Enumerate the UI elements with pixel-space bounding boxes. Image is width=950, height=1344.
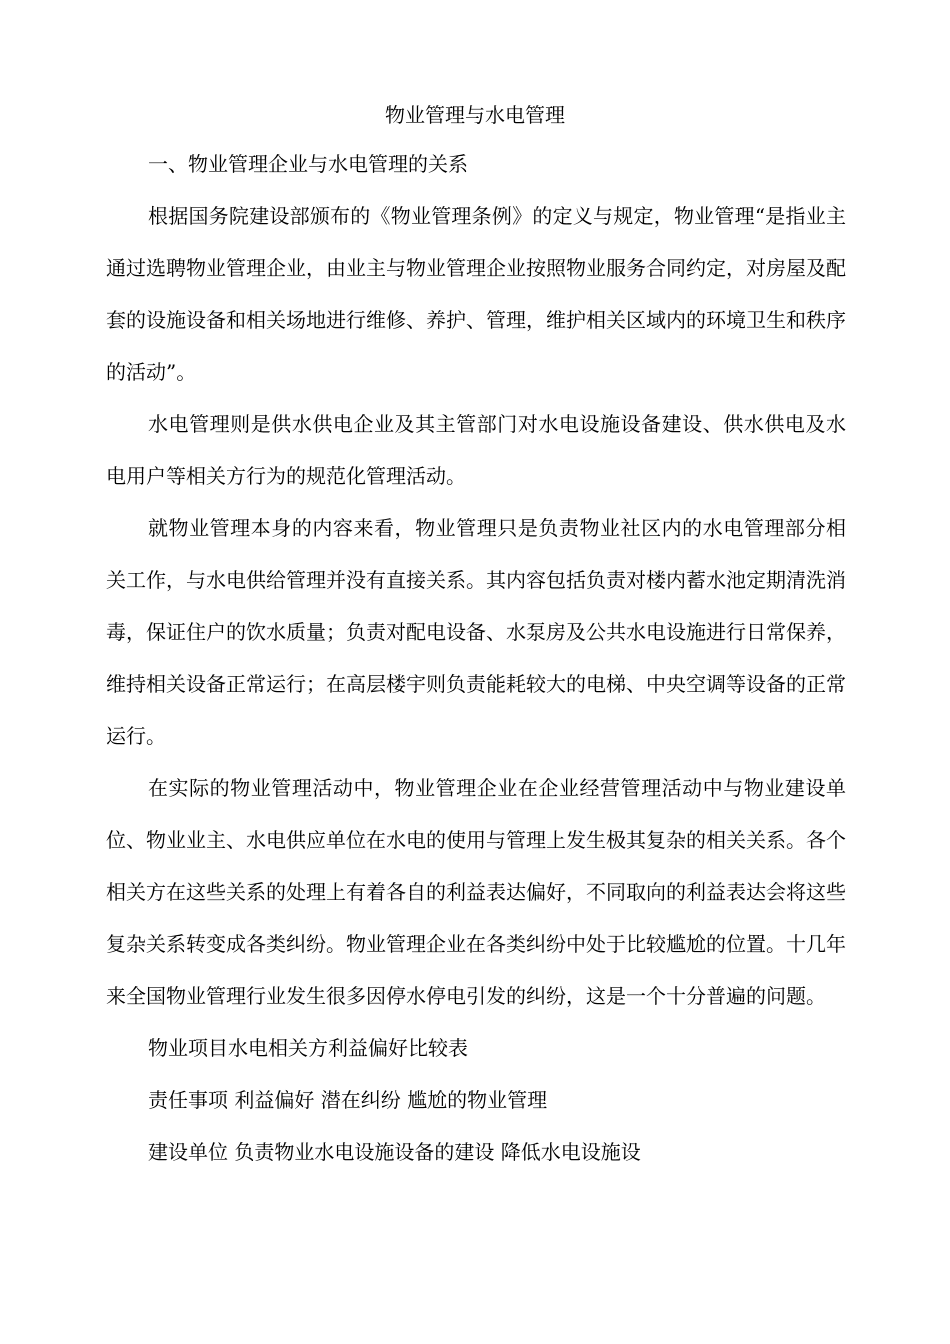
- table-header-row: 责任事项 利益偏好 潜在纠纷 尴尬的物业管理: [148, 1088, 548, 1112]
- paragraph-disputes: 在实际的物业管理活动中，物业管理企业在企业经营管理活动中与物业建设单位、物业业主、水电供应单位在水电的使用与管理上发生极其复杂的相关关系。各个相关方在这些关系的处理上有着各自的利益表达偏好，不同取向的利益表达会将这些复杂关系转变成各类纠纷。物业管理企业在各类纠纷中处于比较尴尬的位置。十几年来全国物业管理行业发生很多因停水停电引发的纠纷，这是一个十分普遍的问题。: [106, 776, 846, 1008]
- paragraph-water-electric-management: 水电管理则是供水供电企业及其主管部门对水电设施设备建设、供水供电及水电用户等相关方行为的规范化管理活动。: [106, 412, 846, 488]
- document-title: 物业管理与水电管理: [385, 103, 565, 127]
- table-row: 建设单位 负责物业水电设施设备的建设 降低水电设施设: [148, 1140, 641, 1164]
- document-body: [106, 138, 846, 1178]
- paragraph-scope: 就物业管理本身的内容来看，物业管理只是负责物业社区内的水电管理部分相关工作，与水电供给管理并没有直接关系。其内容包括负责对楼内蓄水池定期清洗消毒，保证住户的饮水质量；负责对配电设备、水泵房及公共水电设施进行日常保养，维持相关设备正常运行；在高层楼宇则负责能耗较大的电梯、中央空调等设备的正常运行。: [106, 516, 846, 748]
- section-heading: 一、物业管理企业与水电管理的关系: [148, 152, 468, 176]
- paragraph-definition: 根据国务院建设部颁布的《物业管理条例》的定义与规定，物业管理“是指业主通过选聘物业管理企业，由业主与物业管理企业按照物业服务合同约定，对房屋及配套的设施设备和相关场地进行维修、养护、管理，维护相关区域内的环境卫生和秩序的活动”。: [106, 204, 846, 384]
- table-caption: 物业项目水电相关方利益偏好比较表: [148, 1036, 468, 1060]
